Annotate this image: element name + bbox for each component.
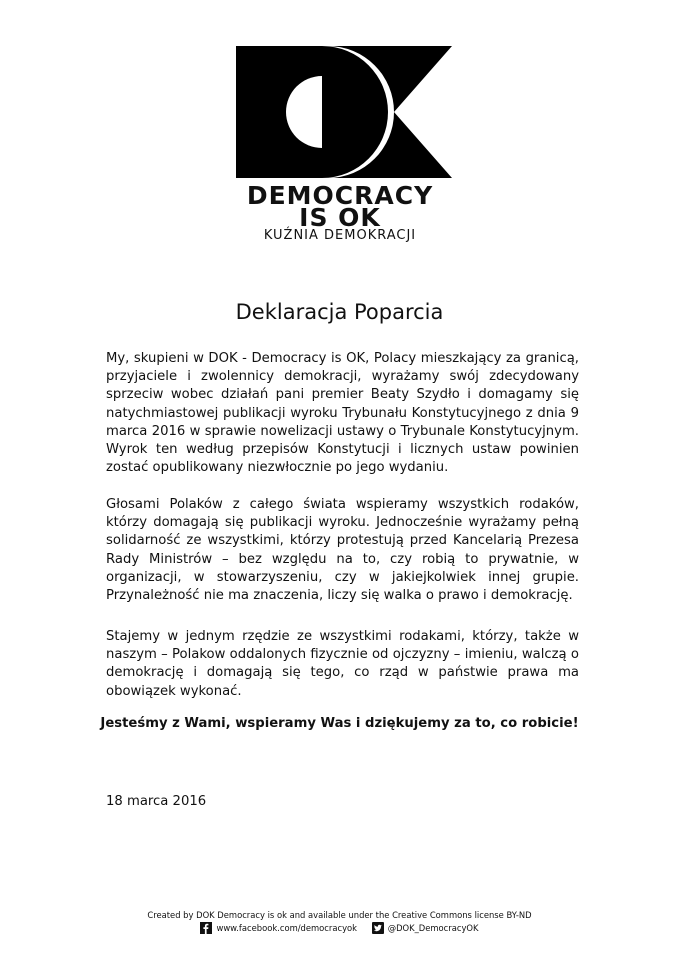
paragraph-1: My, skupieni w DOK - Democracy is OK, Polacy mieszkający za granicą, przyjaciele i zwolennicy demokracji, wyrażamy swój zdecydowany sprzeciw wobec działań pani premier Beaty Szydło i domagamy się natychmiastowej publikacji wyroku Trybunału Konstytucyjnego z dnia 9 marca 2016 w sprawie nowelizacji ustawy o Trybunale Konstytucyjnym. Wyrok ten według przepisów Konstytucji i licznych ustaw powinien zostać opublikowany niezwłocznie po jego wydaniu. — [106, 351, 579, 476]
twitter-link[interactable] — [372, 922, 479, 934]
logo-line-3: KUŹNIA DEMOKRACJI — [263, 228, 417, 243]
facebook-link[interactable] — [200, 922, 357, 934]
twitter-handle: @DOK_DemocracyOK — [387, 923, 479, 933]
facebook-url: www.facebook.com/democracyok — [216, 923, 358, 933]
logo-line-1: DEMOCRACY — [246, 181, 434, 210]
footer-links — [0, 922, 679, 936]
paragraph-3: Stajemy w jednym rzędzie ze wszystkimi rodakami, którzy, także w naszym – Polakow oddalonych fizycznie od ojczyzny – imieniu, walczą o demokrację i domagają się tego, co rząd w państwie prawa ma obowiązek wykonać. — [106, 629, 579, 699]
document-date: 18 marca 2016 — [106, 794, 207, 809]
facebook-icon — [200, 922, 212, 934]
twitter-icon — [372, 922, 384, 934]
closing-statement: Jesteśmy z Wami, wspieramy Was i dziękujemy za to, co robicie! — [100, 716, 579, 731]
paragraph-2: Głosami Polaków z całego świata wspieramy wszystkich rodaków, którzy domagają się publikacji wyroku. Jednocześnie wyrażamy pełną solidarność ze wszystkimi, którzy protestują przed Kancelarią Prezesa Rady Ministrów – bez względu na to, czy robią to prywatnie, w organizacji, w stowarzyszeniu, czy w jakiejkolwiek innej grupie. Przynależność nie ma znaczenia, liczy się walka o prawo i demokrację. — [106, 497, 579, 604]
dok-logo-icon — [236, 46, 452, 178]
logo-line-2: IS OK — [299, 203, 381, 232]
document-title: Deklaracja Poparcia — [235, 300, 444, 324]
footer-credit: Created by DOK Democracy is ok and available under the Creative Commons license BY-ND — [147, 910, 532, 920]
